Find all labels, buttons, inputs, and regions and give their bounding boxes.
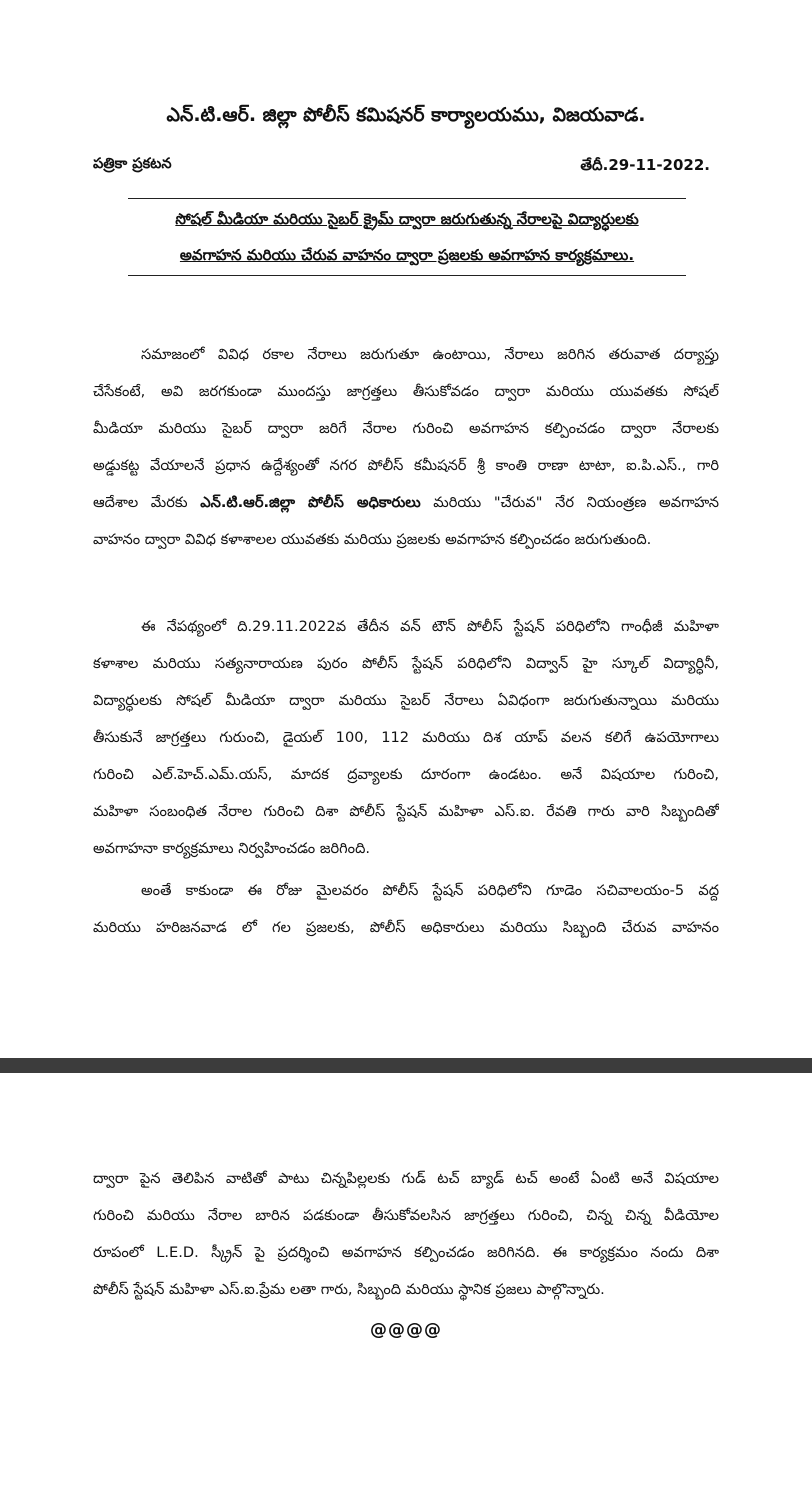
signoff-symbols: @@@@	[370, 1320, 442, 1340]
paragraph-line: సమాజంలో వివిధ రకాల నేరాలు జరుగుతూ ఉంటాయి, నేరాలు జరిగిన తరువాత దర్యాప్తు	[141, 346, 719, 363]
paragraph-line: తీసుకునే జాగ్రత్తలు గురుంచి, డైయల్ 100, 112 మరియు దిశ యాప్ వలన కలిగే ఉపయోగాలు	[93, 729, 719, 746]
paragraph-line: కళాశాల మరియు సత్యనారాయణ పురం పోలీస్ స్టేషన్ పరిధిలోని విద్వాన్ హై స్కూల్ విద్యార్ధినీ,	[93, 655, 719, 672]
paragraph-line: విద్యార్ధులకు సోషల్ మీడియా ద్వారా మరియు సైబర్ నేరాలు ఏవిధంగా జరుగుతున్నాయి మరియు	[93, 692, 719, 709]
paragraph-1	[93, 336, 719, 558]
paragraph-line: గురించి ఎల్.హెచ్.ఎమ్.యస్, మాదక ద్రవ్యాలకు దూరంగా ఉండటం. అనే విషయాల గురించి,	[93, 766, 719, 783]
paragraph-3	[93, 872, 719, 946]
headline-line-1: సోషల్ మీడియా మరియు సైబర్ క్రైమ్ ద్వారా జరుగుతున్న నేరాలపై విద్యార్ధులకు	[175, 210, 639, 228]
paragraph-line: మరియు హరిజనవాడ లో గల ప్రజలకు, పోలీస్ అధికారులు మరియు సిబ్బంది చేరువ వాహనం	[93, 919, 719, 936]
paragraph-line: గురించి మరియు నేరాల బారిన పడకుండా తీసుకోవలసిన జాగ్రత్తలు గురించి, చిన్న చిన్న వీడియోల	[93, 1207, 719, 1224]
paragraph-2	[93, 608, 719, 867]
page-separator	[0, 1058, 812, 1073]
headline-line-2: అవగాహన మరియు చేరువ వాహనం ద్వారా ప్రజలకు అవగాహన కార్యక్రమాలు.	[179, 246, 635, 264]
paragraph-line: చేసేకంటే, అవి జరగకుండా ముందస్తు జాగ్రత్తలు తీసుకోవడం ద్వారా మరియు యువతకు సోషల్	[93, 383, 719, 400]
paragraph-4	[93, 1160, 719, 1308]
paragraph-text: మరియు "చేరువ" నేర నియంత్రణ అవగాహన	[420, 494, 719, 511]
office-title: ఎన్.టి.ఆర్. జిల్లా పోలీస్ కమిషనర్ కార్యాలయము, విజయవాడ.	[166, 104, 646, 126]
paragraph-line: ద్వారా పైన తెలిపిన వాటితో పాటు చిన్నపిల్లలకు గుడ్ టచ్ బ్యాడ్ టచ్ అంటే ఏంటి అనే విషయాల	[93, 1170, 719, 1187]
paragraph-line: వాహనం ద్వారా వివిధ కళాశాలల యువతకు మరియు ప్రజలకు అవగాహన కల్పించడం జరుగుతుంది.	[93, 531, 652, 548]
press-release-label: పత్రికా ప్రకటన	[93, 156, 172, 172]
paragraph-text: ఆదేశాల మేరకు	[93, 494, 201, 511]
paragraph-line: పోలీస్ స్టేషన్ మహిళా ఎస్.ఐ.ప్రేమ లతా గారు, సిబ్బంది మరియు స్థానిక ప్రజలు పాల్గొన్నారు.	[93, 1281, 605, 1298]
police-officers-bold: ఎన్.టి.ఆర్.జిల్లా పోలీస్ అధికారులు	[200, 494, 421, 511]
paragraph-line: మహిళా సంబంధిత నేరాల గురించి దిశా పోలీస్ స్టేషన్ మహిళా ఎస్.ఐ. రేవతి గారు వారి సిబ్బందితో	[93, 803, 719, 820]
press-release-date: తేదీ.29-11-2022.	[580, 156, 710, 174]
paragraph-line: అవగాహనా కార్యక్రమాలు నిర్వహించడం జరిగింది.	[93, 840, 371, 857]
paragraph-line: ఈ నేపథ్యంలో ది.29.11.2022వ తేదీన వన్ టౌన్ పోలీస్ స్టేషన్ పరిధిలోని గాంధీజీ మహిళా	[141, 618, 719, 635]
paragraph-line: అంతే కాకుండా ఈ రోజు మైలవరం పోలీస్ స్టేషన్ పరిధిలోని గూడెం సచివాలయం-5 వద్ద	[141, 882, 719, 899]
paragraph-line	[93, 484, 719, 521]
paragraph-line: అడ్డుకట్ట వేయాలనే ప్రధాన ఉద్దేశ్యంతో నగర పోలీస్ కమీషనర్ శ్రీ కాంతి రాణా టాటా, ఐ.పి.ఎస్., గారి	[93, 457, 719, 474]
headline	[128, 198, 686, 276]
paragraph-line: రూపంలో L.E.D. స్క్రీన్ పై ప్రదర్శించి అవగాహన కల్పించడం జరిగినది. ఈ కార్యక్రమం నందు దిశా	[93, 1244, 719, 1261]
paragraph-line: మీడియా మరియు సైబర్ ద్వారా జరిగే నేరాల గురించి అవగాహన కల్పించడం ద్వారా నేరాలకు	[93, 420, 719, 437]
